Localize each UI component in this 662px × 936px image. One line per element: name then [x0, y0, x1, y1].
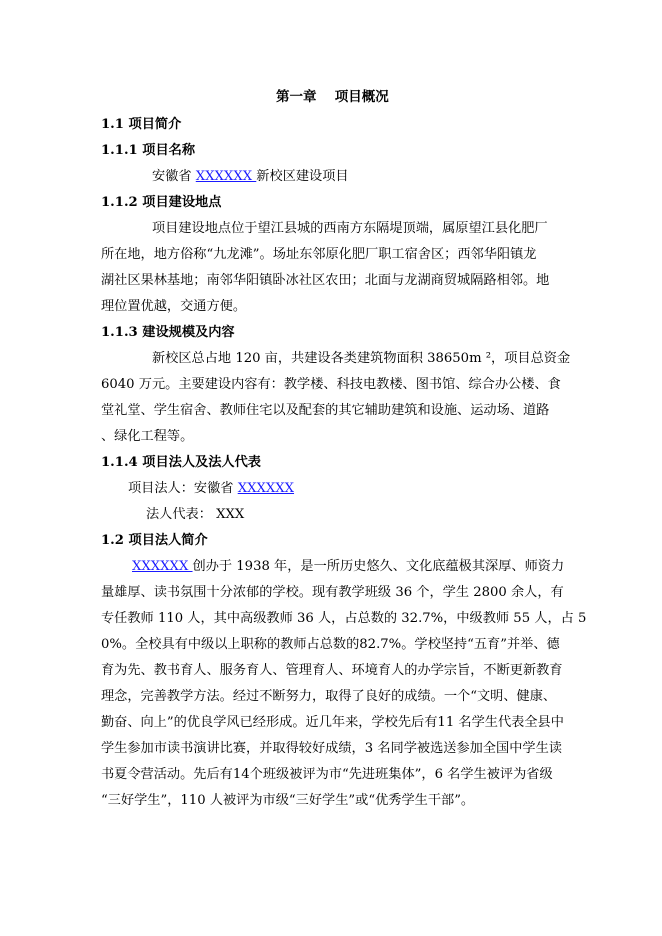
legal-person-prefix: 项目法人：安徽省 — [128, 481, 238, 496]
location-line-4: 理位置优越，交通方便。 — [101, 299, 247, 314]
intro-line-10: “三好学生”，110 人被评为市级“三好学生”或“优秀学生干部”。 — [101, 793, 475, 808]
project-name-line — [152, 165, 349, 184]
intro-line-5: 育为先、教书育人、服务育人、管理育人、环境育人的办学宗旨，不断更新教育 — [101, 663, 563, 678]
intro-line-4: 0%。全校具有中级以上职称的教师占总数的82.7%。学校坚持“五育”并举、德 — [101, 637, 560, 652]
intro-line-7: 勤奋、向上”的优良学风已经形成。近几年来，学校先后有11 名学生代表全县中 — [101, 715, 564, 730]
section-1-1-2-heading: 1.1.2 项目建设地点 — [101, 195, 222, 210]
chapter-title: 第一章 项目概况 — [276, 89, 389, 105]
section-1-1-1-heading: 1.1.1 项目名称 — [101, 143, 196, 158]
location-line-2: 所在地，地方俗称“九龙滩”。场址东邻原化肥厂职工宿舍区；西邻华阳镇龙 — [101, 247, 537, 262]
legal-person-link[interactable]: XXXXXX — [237, 481, 295, 496]
intro-line-3: 专任教师 110 人，其中高级教师 36 人，占总数的 32.7%，中级教师 55 人，占 5 — [101, 611, 587, 626]
school-intro-link[interactable]: XXXXXX — [132, 559, 193, 574]
section-1-1-4-heading: 1.1.4 项目法人及法人代表 — [101, 455, 261, 470]
location-line-3: 湖社区果林基地；南邻华阳镇卧冰社区农田；北面与龙湖商贸城隔路相邻。地 — [101, 273, 550, 288]
section-1-1-heading: 1.1 项目简介 — [101, 117, 182, 132]
intro-line-8: 学生参加市读书演讲比赛，并取得较好成绩，3 名同学被选送参加全国中学生读 — [101, 741, 562, 756]
intro-line-1-text: 创办于 1938 年，是一所历史悠久、文化底蕴极其深厚、师资力 — [192, 559, 565, 574]
school-name-link[interactable]: XXXXXX — [195, 169, 257, 184]
legal-person-line — [128, 477, 294, 496]
section-1-2-heading: 1.2 项目法人简介 — [101, 533, 208, 548]
intro-line-6: 理念，完善教学方法。经过不断努力，取得了良好的成绩。一个“文明、健康、 — [101, 689, 557, 704]
legal-rep-line: 法人代表： XXX — [146, 507, 245, 522]
scale-line-4: 、绿化工程等。 — [101, 429, 194, 444]
intro-line-1 — [132, 555, 564, 574]
section-1-1-3-heading: 1.1.3 建设规模及内容 — [101, 325, 235, 340]
scale-line-2: 6040 万元。主要建设内容有：教学楼、科技电教楼、图书馆、综合办公楼、食 — [101, 377, 561, 392]
location-line-1: 项目建设地点位于望江县城的西南方东隔堤顶端，属原望江县化肥厂 — [152, 221, 548, 236]
project-name-suffix: 新校区建设项目 — [256, 169, 349, 184]
project-name-prefix: 安徽省 — [152, 169, 196, 184]
intro-line-2: 量雄厚、读书氛围十分浓郁的学校。现有教学班级 36 个，学生 2800 余人，有 — [101, 585, 564, 600]
scale-line-3: 堂礼堂、学生宿舍、教师住宅以及配套的其它辅助建筑和设施、运动场、道路 — [101, 403, 550, 418]
scale-line-1: 新校区总占地 120 亩，共建设各类建筑物面积 38650m ²，项目总资金 — [152, 351, 571, 366]
intro-line-9: 书夏令营活动。先后有14个班级被评为市“先进班集体”，6 名学生被评为省级 — [101, 767, 553, 782]
